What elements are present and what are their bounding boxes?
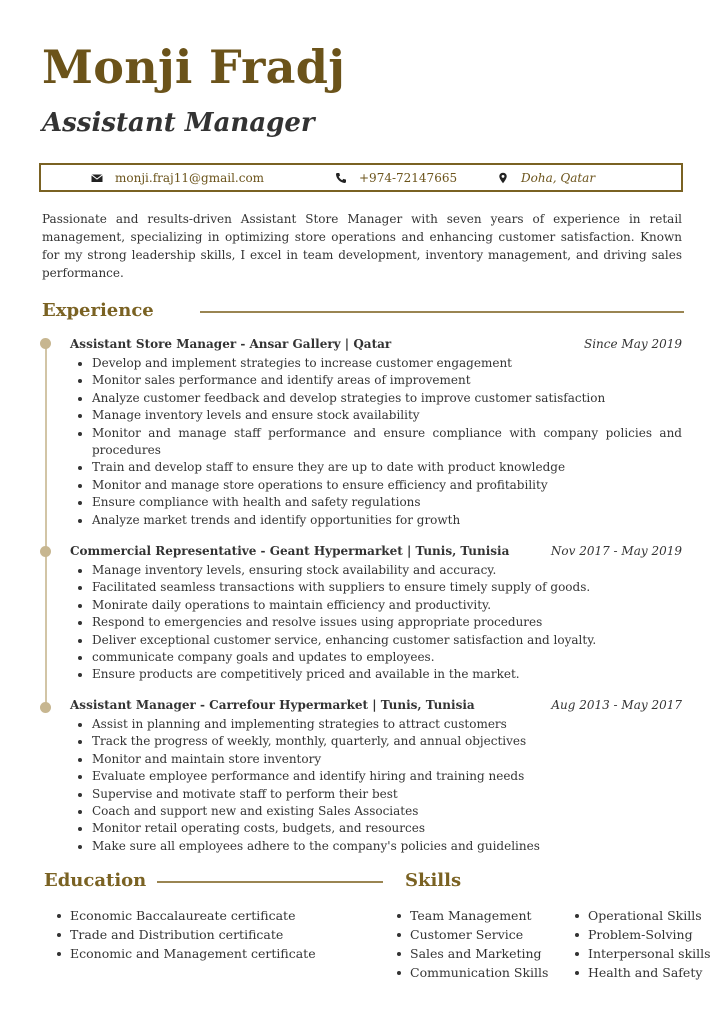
list-item: Manage inventory levels and ensure stock availability — [70, 407, 682, 424]
job-date: Aug 2013 - May 2017 — [551, 698, 682, 712]
list-item: Supervise and motivate staff to perform their best — [70, 786, 682, 803]
contact-location — [497, 171, 595, 185]
list-item: Manage inventory levels, ensuring stock availability and accuracy. — [70, 562, 682, 579]
list-item: Customer Service — [392, 925, 562, 944]
timeline-dot — [40, 702, 51, 713]
education-heading: Education — [44, 870, 147, 891]
candidate-name: Monji Fradj — [42, 40, 346, 94]
experience-entry — [70, 337, 682, 529]
job-title: Assistant Manager - Carrefour Hypermarket | Tunis, Tunisia — [70, 698, 475, 712]
list-item: Monitor retail operating costs, budgets, and resources — [70, 820, 682, 837]
list-item: communicate company goals and updates to employees. — [70, 649, 682, 666]
list-item: Interpersonal skills — [570, 944, 720, 963]
list-item: Train and develop staff to ensure they are up to date with product knowledge — [70, 459, 682, 476]
email-text[interactable]: monji.fraj11@gmail.com — [115, 171, 265, 185]
skills-list-right — [570, 906, 720, 982]
contact-phone — [335, 171, 457, 185]
list-item: Develop and implement strategies to increase customer engagement — [70, 355, 682, 372]
list-item: Monitor and manage store operations to ensure efficiency and profitability — [70, 477, 682, 494]
list-item: Respond to emergencies and resolve issues using appropriate procedures — [70, 614, 682, 631]
list-item: Track the progress of weekly, monthly, quarterly, and annual objectives — [70, 733, 682, 750]
timeline-dot — [40, 546, 51, 557]
job-bullets — [70, 355, 682, 529]
education-list — [52, 906, 382, 963]
list-item: Analyze customer feedback and develop strategies to improve customer satisfaction — [70, 390, 682, 407]
list-item: Problem-Solving — [570, 925, 720, 944]
list-item: Ensure compliance with health and safety regulations — [70, 494, 682, 511]
contact-email — [91, 171, 264, 185]
list-item: Monitor and manage staff performance and ensure compliance with company policies and procedures — [70, 425, 682, 460]
job-title: Commercial Representative - Geant Hypermarket | Tunis, Tunisia — [70, 544, 510, 558]
experience-heading: Experience — [42, 300, 154, 321]
list-item: Make sure all employees adhere to the company's policies and guidelines — [70, 838, 682, 855]
job-title: Assistant Store Manager - Ansar Gallery | Qatar — [70, 337, 392, 351]
timeline-line — [45, 343, 47, 708]
job-date: Since May 2019 — [584, 337, 682, 351]
list-item: Monitor and maintain store inventory — [70, 751, 682, 768]
phone-icon — [335, 172, 347, 184]
list-item: Economic and Management certificate — [52, 944, 382, 963]
list-item: Health and Safety — [570, 963, 720, 982]
list-item: Assist in planning and implementing strategies to attract customers — [70, 716, 682, 733]
list-item: Monitor sales performance and identify areas of improvement — [70, 372, 682, 389]
job-role: Assistant Manager — [42, 108, 315, 138]
job-date: Nov 2017 - May 2019 — [550, 544, 682, 558]
experience-entry — [70, 698, 682, 855]
list-item: Ensure products are competitively priced and available in the market. — [70, 666, 682, 683]
list-item: Coach and support new and existing Sales Associates — [70, 803, 682, 820]
list-item: Deliver exceptional customer service, enhancing customer satisfaction and loyalty. — [70, 632, 682, 649]
skills-heading: Skills — [405, 870, 462, 891]
list-item: Trade and Distribution certificate — [52, 925, 382, 944]
job-bullets — [70, 562, 682, 684]
profile-summary: Passionate and results-driven Assistant Store Manager with seven years of experience in retail management, specializing in optimizing store operations and enhancing customer satisfaction. Known for my strong leadership skills, I excel in team development, inventory management, and driving sales performance. — [42, 212, 682, 280]
location-pin-icon — [497, 172, 509, 184]
job-bullets — [70, 716, 682, 855]
education-divider — [157, 881, 383, 883]
experience-divider — [200, 311, 684, 313]
list-item: Sales and Marketing — [392, 944, 562, 963]
list-item: Operational Skills — [570, 906, 720, 925]
list-item: Evaluate employee performance and identify hiring and training needs — [70, 768, 682, 785]
phone-text[interactable]: +974-72147665 — [359, 171, 458, 185]
list-item: Analyze market trends and identify opportunities for growth — [70, 512, 682, 529]
list-item: Communication Skills — [392, 963, 562, 982]
list-item: Team Management — [392, 906, 562, 925]
list-item: Economic Baccalaureate certificate — [52, 906, 382, 925]
list-item: Monirate daily operations to maintain efficiency and productivity. — [70, 597, 682, 614]
experience-entry — [70, 544, 682, 684]
contact-bar — [39, 163, 683, 192]
list-item: Facilitated seamless transactions with suppliers to ensure timely supply of goods. — [70, 579, 682, 596]
envelope-icon — [91, 172, 103, 184]
location-text: Doha, Qatar — [521, 171, 596, 185]
skills-list-left — [392, 906, 562, 982]
timeline-dot — [40, 338, 51, 349]
